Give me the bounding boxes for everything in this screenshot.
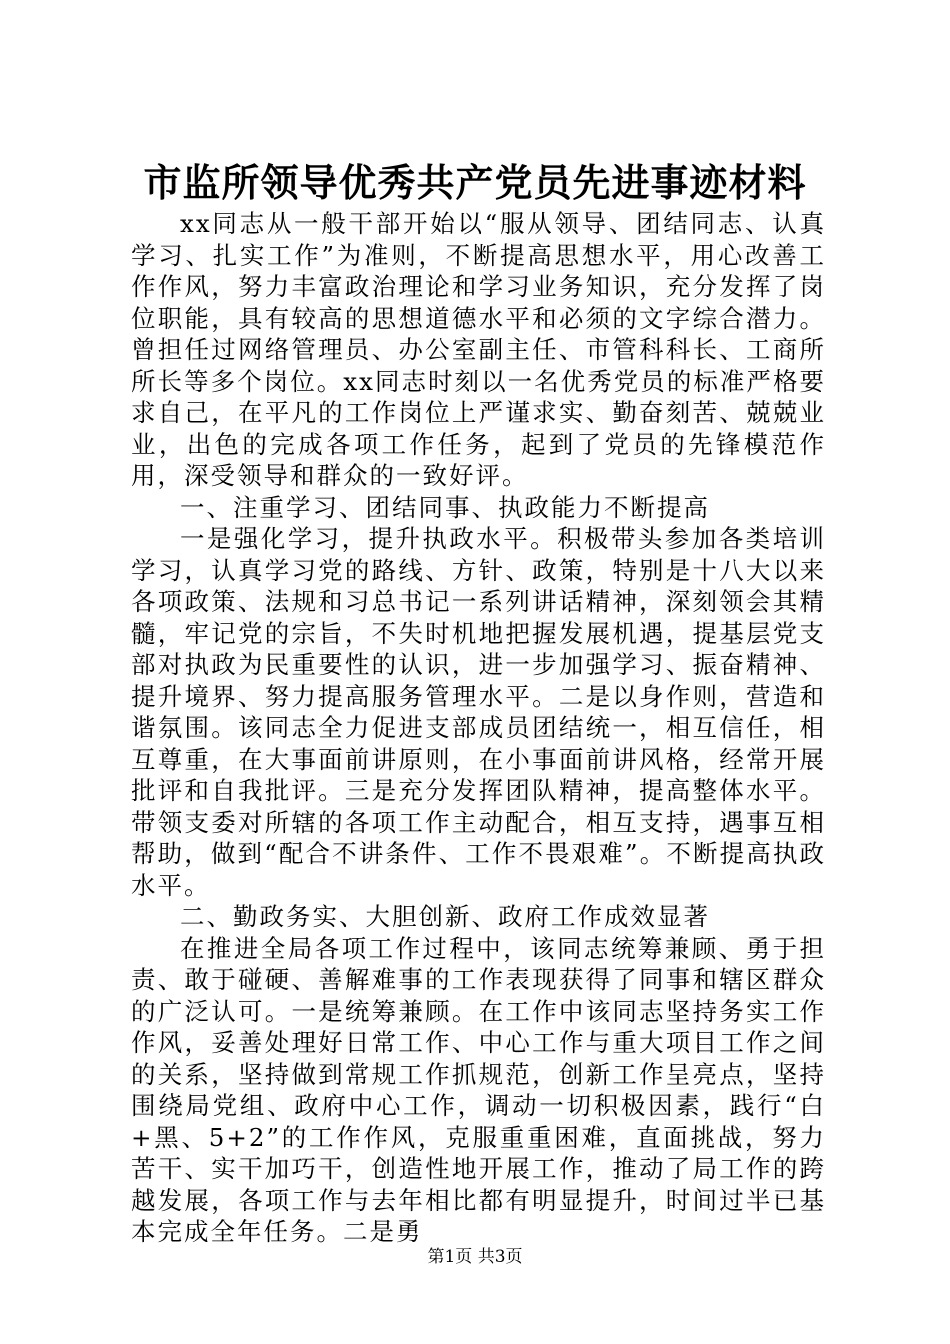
document-body bbox=[131, 208, 826, 1248]
section-heading-2: 二、勤政务实、大胆创新、政府工作成效显著 bbox=[180, 902, 710, 931]
section-heading-1: 一、注重学习、团结同事、执政能力不断提高 bbox=[180, 492, 710, 522]
document-title: 市监所领导优秀共产党员先进事迹材料 bbox=[143, 160, 807, 205]
page-number-footer: 第1页 共3页 bbox=[427, 1247, 523, 1267]
intro-paragraph: xx同志从一般干部开始以“服从领导、团结同志、认真学习、扎实工作”为准则，不断提高思想水平，用心改善工作作风，努力丰富政治理论和学习业务知识，充分发挥了岗位职能，具有较高的思想道德水平和必须的文字综合潜力。曾担任过网络管理员、办公室副主任、市管科科长、工商所所长等多个岗位。xx同志时刻以一名优秀党员的标准严格要求自己，在平凡的工作岗位上严谨求实、勤奋刻苦、兢兢业业，出色的完成各项工作任务，起到了党员的先锋模范作用，深受领导和群众的一致好评。 bbox=[131, 209, 826, 490]
section-1-paragraph: 一是强化学习，提升执政水平。积极带头参加各类培训学习，认真学习党的路线、方针、政策，特别是十八大以来各项政策、法规和习总书记一系列讲话精神，深刻领会其精髓，牢记党的宗旨，不失时机地把握发展机遇，提基层党支部对执政为民重要性的认识，进一步加强学习、振奋精神、提升境界、努力提高服务管理水平。二是以身作则，营造和谐氛围。该同志全力促进支部成员团结统一，相互信任，相互尊重，在大事面前讲原则，在小事面前讲风格，经常开展批评和自我批评。三是充分发挥团队精神，提高整体水平。带领支委对所辖的各项工作主动配合，相互支持，遇事互相帮助，做到“配合不讲条件、工作不畏艰难”。不断提高执政水平。 bbox=[131, 524, 826, 900]
section-2-paragraph: 在推进全局各项工作过程中，该同志统筹兼顾、勇于担责、敢于碰硬、善解难事的工作表现获得了同事和辖区群众的广泛认可。一是统筹兼顾。在工作中该同志坚持务实工作作风，妥善处理好日常工作、中心工作与重大项目工作之间的关系，坚持做到常规工作抓规范，创新工作呈亮点，坚持围绕局党组、政府中心工作，调动一切积极因素，践行“白+黑、5+2”的工作作风，克服重重困难，直面挑战，努力苦干、实干加巧干，创造性地开展工作，推动了局工作的跨越发展，各项工作与去年相比都有明显提升，时间过半已基本完成全年任务。二是勇 bbox=[131, 933, 826, 1246]
